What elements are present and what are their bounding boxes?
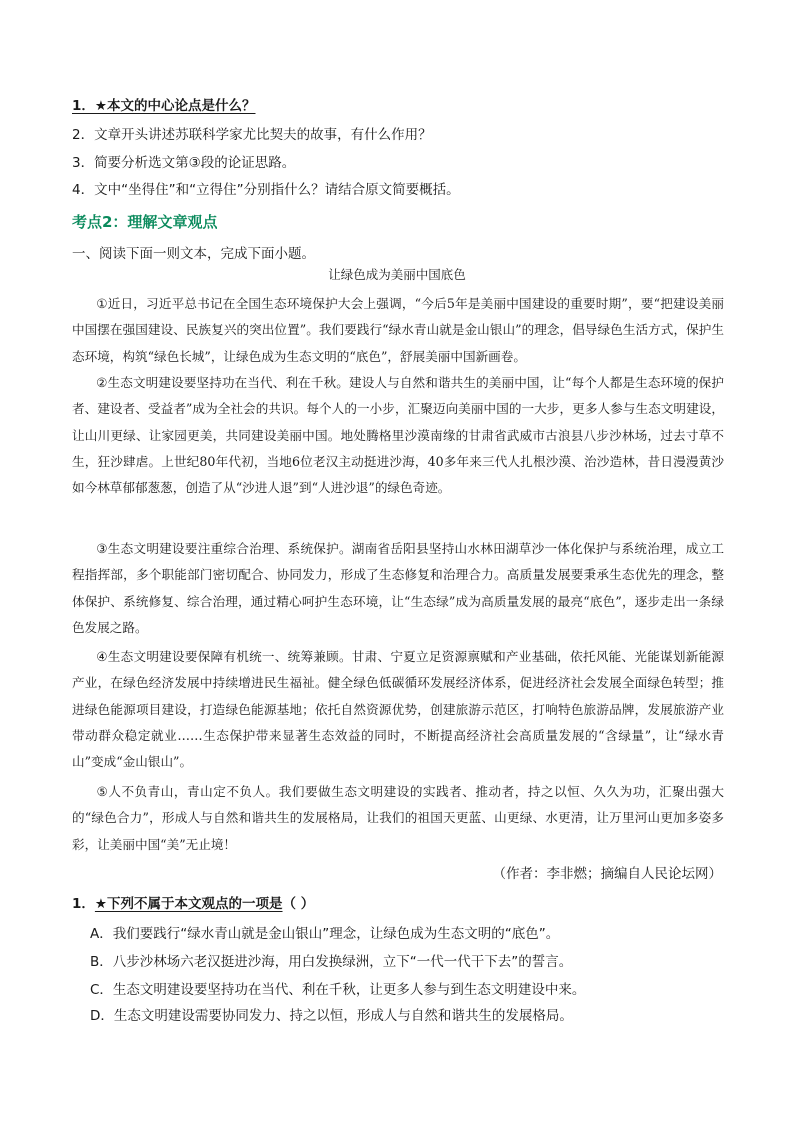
article-paragraph-4 bbox=[72, 644, 724, 775]
paragraph-text: 生态文明建设要注重综合治理、系统保护。湖南省岳阳县坚持山水林田湖草沙一体化保护与系统治理，成立工程指挥部，多个职能部门密切配合、协同发力，形成了生态修复和治理合力。高质量发展要秉承生态优先的理念，整体保护、系统修复、综合治理，通过精心呵护生态环境，让“生态绿”成为高质量发展的最亮“底色”，逐步走出一条绿色发展之路。 bbox=[72, 541, 725, 635]
question-1-central-argument: 1．★本文的中心论点是什么？ bbox=[72, 98, 256, 114]
paragraph-text: 近日，习近平总书记在全国生态环境保护大会上强调，“今后5年是美丽中国建设的重要时期”，要“把建设美丽中国摆在强国建设、民族复兴的突出位置”。我们要践行“绿水青山就是金山银山”的理念，倡导绿色生活方式，保护生态环境，构筑“绿色长城”，让绿色成为生态文明的“底色”，舒展美丽中国新画卷。 bbox=[72, 296, 724, 364]
question-text: ★下列不属于本文观点的一项是 bbox=[94, 896, 283, 912]
question-3-argument-structure: 3．简要分析选文第③段的论证思路。 bbox=[72, 155, 296, 171]
question-number: 1． bbox=[72, 896, 95, 912]
answer-paren: （ ） bbox=[282, 896, 315, 912]
paragraph-text: 生态文明建设要坚持功在当代、利在千秋。建设人与自然和谐共生的美丽中国，让“每个人都是生态环境的保护者、建设者、受益者”成为全社会的共识。每个人的一小步，汇聚迈向美丽中国的一大步，更多人参与生态文明建设，让山川更绿、让家园更美，共同建设美丽中国。地处腾格里沙漠南缘的甘肃省武威市古浪县八步沙林场，过去寸草不生，狂沙肆虐。上世纪80年代初，当地6位老汉主动挺进沙海，40多年来三代人扎根沙漠、治沙造林，昔日漫漫黄沙如今林草郁郁葱葱，创造了从“沙进人退”到“人进沙退”的绿色奇迹。 bbox=[72, 375, 724, 496]
paragraph-number: ③ bbox=[96, 541, 108, 556]
option-d: D．生态文明建设需要协同发力、持之以恒，形成人与自然和谐共生的发展格局。 bbox=[90, 1008, 573, 1024]
option-a: A．我们要践行“绿水青山就是金山银山”理念，让绿色成为生态文明的“底色”。 bbox=[90, 926, 560, 942]
question-2-opening-story: 2．文章开头讲述苏联科学家尤比契夫的故事，有什么作用？ bbox=[72, 127, 432, 143]
article-title: 让绿色成为美丽中国底色 bbox=[328, 267, 466, 282]
question-stem bbox=[72, 894, 314, 914]
paragraph-number: ⑤ bbox=[96, 784, 109, 799]
reading-instruction: 一、阅读下面一则文本，完成下面小题。 bbox=[72, 246, 315, 262]
article-paragraph-5 bbox=[72, 779, 724, 858]
article-author: （作者：李非燃；摘编自人民论坛网） bbox=[492, 866, 722, 882]
paragraph-number: ② bbox=[96, 375, 108, 390]
option-c: C．生态文明建设要坚持功在当代、利在千秋，让更多人参与到生态文明建设中来。 bbox=[90, 982, 586, 998]
article-paragraph-2 bbox=[72, 370, 724, 501]
article-paragraph-3 bbox=[72, 536, 724, 641]
paragraph-text: 生态文明建设要保障有机统一、统筹兼顾。甘肃、宁夏立足资源禀赋和产业基础，依托风能、光能谋划新能源产业，在绿色经济发展中持续增进民生福祉。健全绿色低碳循环发展经济体系，促进经济社会发展全面绿色转型；推进绿色能源项目建设，打造绿色能源基地；依托自然资源优势，创建旅游示范区，打响特色旅游品牌，发展旅游产业带动群众稳定就业……生态保护带来显著生态效益的同时，不断提高经济社会高质量发展的“含绿量”，让“绿水青山”变成“金山银山”。 bbox=[72, 649, 725, 770]
paragraph-number: ④ bbox=[96, 649, 108, 664]
article-paragraph-1 bbox=[72, 291, 724, 370]
option-b: B．八步沙林场六老汉挺进沙海，用白发换绿洲，立下“一代一代干下去”的誓言。 bbox=[90, 954, 573, 970]
paragraph-number: ① bbox=[96, 296, 108, 311]
kaodian-heading: 考点2：理解文章观点 bbox=[72, 213, 218, 231]
question-4-sit-stand: 4．文中“坐得住”和“立得住”分别指什么？请结合原文简要概括。 bbox=[72, 182, 460, 198]
paragraph-text: 人不负青山，青山定不负人。我们要做生态文明建设的实践者、推动者，持之以恒、久久为功，汇聚出强大的“绿色合力”，形成人与自然和谐共生的发展格局，让我们的祖国天更蓝、山更绿、水更清，让万里河山更加多姿多彩，让美丽中国“美”无止境！ bbox=[72, 784, 724, 852]
